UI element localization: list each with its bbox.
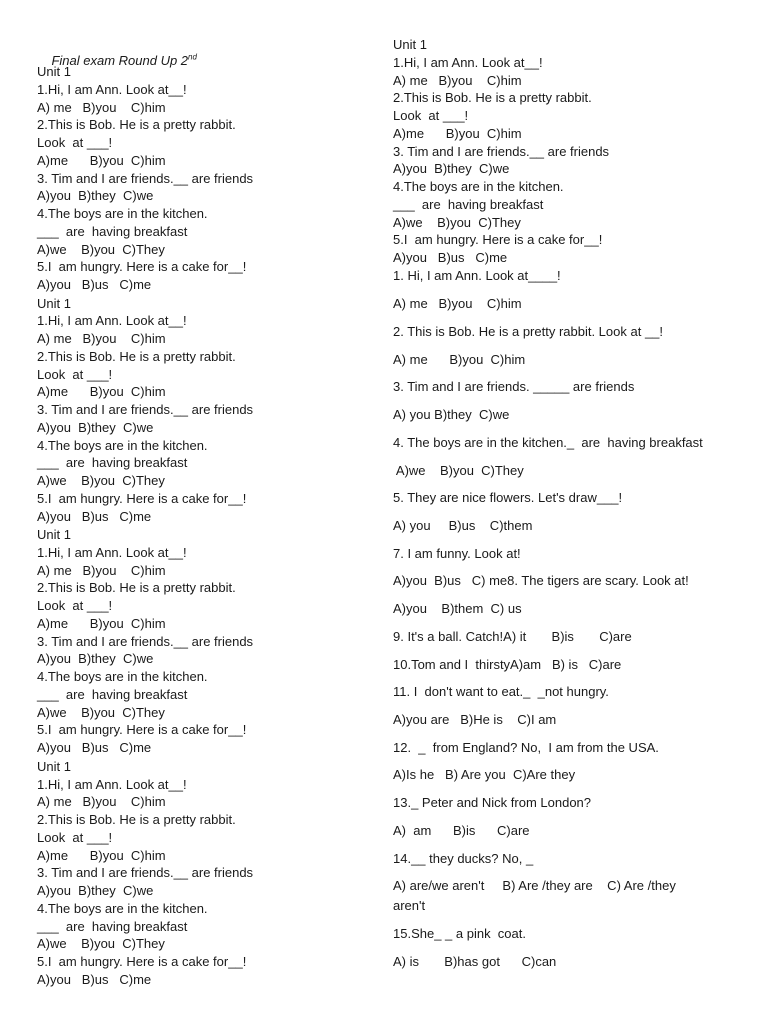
question-line: 1.Hi, I am Ann. Look at__! — [37, 81, 187, 97]
question-line: A) you B)they C)we — [393, 407, 510, 422]
question-line: A)you B)us C)me — [37, 740, 152, 756]
question-line: A) me B)you C)him — [37, 794, 166, 810]
question-line: A)you B)they C)we — [37, 651, 154, 667]
question-line: A) me B)you C)him — [393, 352, 526, 367]
question-line: A) you B)us C)them — [393, 518, 533, 533]
question-line: 4.The boys are in the kitchen. — [37, 900, 208, 916]
question-line: A) me B)you C)him — [37, 99, 166, 115]
question-line: 1.Hi, I am Ann. Look at__! — [393, 54, 543, 70]
question-line: A) me B)you C)him — [393, 72, 522, 88]
question-line: 3. Tim and I are friends.__ are friends — [37, 170, 254, 186]
question-line: A)me B)you C)him — [37, 615, 166, 631]
question-line: 3. Tim and I are friends.__ are friends — [37, 402, 254, 418]
question-line: ___ are having breakfast — [37, 686, 188, 702]
question-line: 3. Tim and I are friends.__ are friends — [37, 633, 254, 649]
question-line: A)we B)you C)They — [393, 463, 524, 478]
question-line: A)you B)they C)we — [37, 188, 154, 204]
question-line: A)you B)us C)me — [37, 508, 152, 524]
question-line: Look at ___! — [37, 829, 113, 845]
title-text: Final exam Round Up 2 — [51, 53, 189, 68]
question-line: A)you B)us C)me — [37, 277, 152, 292]
question-line: 11. I don't want to eat._ _not hungry. — [393, 684, 609, 699]
question-line: A)you B)they C)we — [37, 419, 154, 435]
question-line: 5.I am hungry. Here is a cake for__! — [37, 722, 247, 738]
question-line: A)me B)you C)him — [393, 125, 522, 141]
question-line: A)you are B)He is C)I am — [393, 712, 557, 727]
question-line: ___ are having breakfast — [37, 918, 188, 934]
question-line: 2.This is Bob. He is a pretty rabbit. — [37, 117, 236, 133]
unit-heading: Unit 1 — [37, 758, 71, 774]
question-line: 4. The boys are in the kitchen._ are having breakfast — [393, 435, 703, 450]
question-line: A)you B)they C)we — [393, 161, 510, 177]
unit-heading: Unit 1 — [393, 37, 427, 52]
question-line: 2.This is Bob. He is a pretty rabbit. — [37, 580, 236, 596]
question-line: 15.She_ _ a pink coat. — [393, 926, 526, 941]
question-line: 5.I am hungry. Here is a cake for__! — [37, 954, 247, 970]
question-line: 2. This is Bob. He is a pretty rabbit. Look at __! — [393, 324, 664, 339]
question-line: ___ are having breakfast — [393, 196, 544, 212]
question-line: 3. Tim and I are friends. _____ are friends — [393, 379, 635, 394]
question-line: A)we B)you C)They — [37, 704, 165, 720]
unit-heading: Unit 1 — [37, 64, 71, 79]
question-line: A) me B)you C)him — [393, 296, 522, 311]
question-line: 9. It's a ball. Catch!A) it B)is C)are — [393, 629, 632, 644]
question-line: A)we B)you C)They — [37, 241, 165, 257]
question-line: Look at ___! — [393, 108, 469, 123]
question-line: A) is B)has got C)can — [393, 954, 557, 969]
question-line: Look at ___! — [37, 366, 113, 382]
question-line: A)we B)you C)They — [393, 214, 521, 230]
question-line: 2.This is Bob. He is a pretty rabbit. — [37, 812, 236, 828]
question-line: 1.Hi, I am Ann. Look at__! — [37, 776, 187, 792]
question-line: 10.Tom and I thirstyA)am B) is C)are — [393, 657, 622, 672]
question-line: 1. Hi, I am Ann. Look at____! — [393, 268, 561, 283]
unit-heading: Unit 1 — [37, 295, 71, 311]
question-line: 12. _ from England? No, I am from the USA. — [393, 740, 659, 755]
question-line: 5. They are nice flowers. Let's draw___! — [393, 490, 623, 505]
question-line: 5.I am hungry. Here is a cake for__! — [393, 232, 603, 248]
question-line: A) are/we aren't B) Are /they are C) Are /they — [393, 878, 676, 893]
question-line: 1.Hi, I am Ann. Look at__! — [37, 544, 187, 560]
question-line: 4.The boys are in the kitchen. — [37, 669, 208, 685]
title-superscript: nd — [188, 52, 197, 62]
question-line: A)me B)you C)him — [37, 847, 166, 863]
question-line: 4.The boys are in the kitchen. — [37, 437, 208, 453]
question-line: Look at ___! — [37, 135, 113, 150]
question-line: A)you B)us C)me — [37, 971, 152, 987]
question-line: A)we B)you C)They — [37, 936, 165, 952]
question-line: 2.This is Bob. He is a pretty rabbit. — [37, 348, 236, 364]
question-line: A) me B)you C)him — [37, 562, 166, 578]
question-line: A)you B)they C)we — [37, 883, 154, 899]
question-line: A)you B)them C) us — [393, 601, 522, 616]
question-line: Look at ___! — [37, 598, 113, 614]
question-line: 4.The boys are in the kitchen. — [393, 179, 564, 194]
question-line: A)we B)you C)They — [37, 473, 165, 489]
question-line: A) me B)you C)him — [37, 331, 166, 347]
question-line: 4.The boys are in the kitchen. — [37, 206, 208, 221]
question-line: A)me B)you C)him — [37, 384, 166, 400]
question-line: 3. Tim and I are friends.__ are friends — [37, 865, 254, 881]
question-line: A)Is he B) Are you C)Are they — [393, 767, 576, 782]
question-line: 5.I am hungry. Here is a cake for__! — [37, 490, 247, 506]
question-line: A) am B)is C)are — [393, 823, 530, 838]
unit-heading: Unit 1 — [37, 527, 71, 543]
question-line: A)you B)us C) me8. The tigers are scary. Look at! — [393, 573, 689, 588]
question-line: A)you B)us C)me — [393, 250, 508, 265]
question-line: aren't — [393, 898, 426, 913]
question-line: ___ are having breakfast — [37, 455, 188, 471]
question-line: 2.This is Bob. He is a pretty rabbit. — [393, 90, 592, 106]
question-line: ___ are having breakfast — [37, 223, 188, 239]
question-line: 1.Hi, I am Ann. Look at__! — [37, 313, 187, 329]
question-line: 14.__ they ducks? No, _ — [393, 851, 534, 866]
question-line: A)me B)you C)him — [37, 152, 166, 168]
question-line: 7. I am funny. Look at! — [393, 546, 521, 561]
question-line: 13._ Peter and Nick from London? — [393, 795, 592, 810]
question-line: 3. Tim and I are friends.__ are friends — [393, 143, 610, 159]
question-line: 5.I am hungry. Here is a cake for__! — [37, 259, 247, 275]
